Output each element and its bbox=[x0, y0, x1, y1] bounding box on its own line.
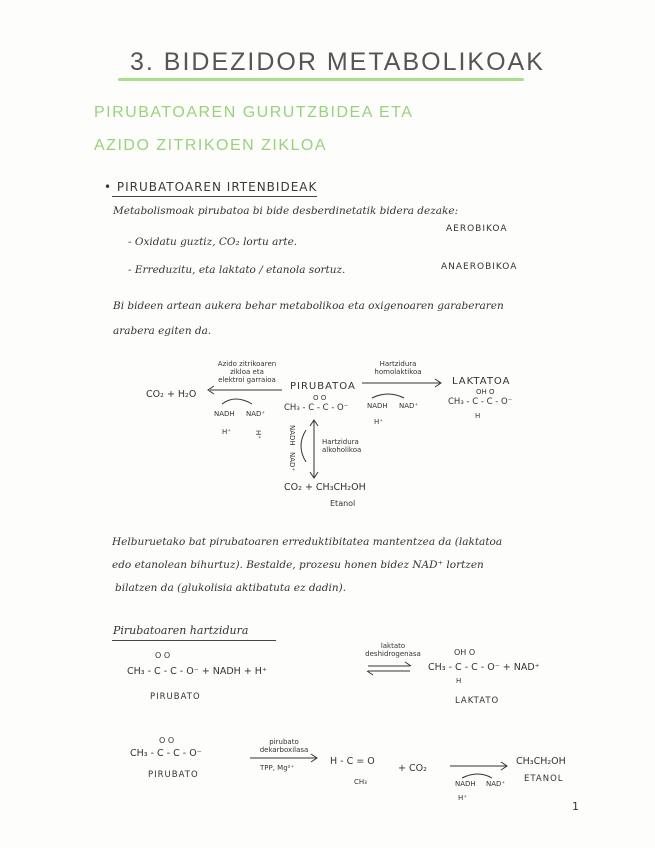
paragraph-line-1: Bi bideen artean aukera behar metabolikoa eta oxigenoaren garaberaren bbox=[113, 300, 504, 312]
reaction2-cofactor: TPP, Mg²⁺ bbox=[260, 764, 295, 772]
reaction2-product-label: ETANOL bbox=[524, 774, 564, 784]
intro-text: Metabolismoak pirubatoa bi bide desberdinetatik bidera dezake: bbox=[113, 205, 459, 217]
vertical-nadh: NADH bbox=[288, 425, 296, 446]
bullet-reduction: - Erreduzitu, eta laktato / etanola sortuz. bbox=[128, 264, 346, 276]
reaction1-right-label: LAKTATO bbox=[455, 696, 500, 706]
alcoholic-products: CO₂ + CH₃CH₂OH bbox=[284, 482, 366, 493]
h-right: H⁺ bbox=[374, 418, 383, 426]
reaction2-enzyme: pirubato dekarboxilasa bbox=[259, 738, 309, 754]
reaction2-co2: + CO₂ bbox=[398, 763, 427, 774]
reaction2-nad: NAD⁺ bbox=[486, 780, 506, 788]
adh-nadh-curve bbox=[462, 774, 492, 778]
nadh-right: NADH bbox=[367, 402, 388, 410]
page-title: 3. BIDEZIDOR METABOLIKOAK bbox=[130, 48, 545, 76]
heading-line-2: AZIDO ZITRIKOEN ZIKLOA bbox=[94, 137, 328, 154]
pirubatoa-formula: CH₃ - C - C - O⁻ bbox=[284, 403, 349, 413]
nad-left: NAD⁺ bbox=[246, 410, 266, 418]
co2-h2o-label: CO₂ + H₂O bbox=[146, 389, 197, 400]
paragraph-line-2: arabera egiten da. bbox=[113, 325, 212, 337]
reaction2-h: H⁺ bbox=[458, 794, 467, 802]
reaction1-left: CH₃ - C - C - O⁻ + NADH + H⁺ bbox=[127, 666, 267, 677]
tag-anaerobic: ANAEROBIKOA bbox=[441, 262, 518, 272]
reaction2-left-label: PIRUBATO bbox=[148, 770, 199, 780]
note-alcoholic: Hartzidura alkoholikoa bbox=[322, 438, 362, 454]
paragraph2-line-3: bilatzen da (glukolisia aktibatuta ez dadin). bbox=[115, 582, 347, 594]
reaction2-aldehyde: H - C = O bbox=[330, 756, 375, 767]
nadh-left: NADH bbox=[214, 410, 235, 418]
reaction2-oxygens: O O bbox=[159, 736, 175, 745]
reaction1-right: CH₃ - C - C - O⁻ + NAD⁺ bbox=[428, 662, 540, 673]
arrow-vertical-nadh-curve bbox=[301, 430, 306, 462]
heading-line-1: PIRUBATOAREN GURUTZBIDEA ETA bbox=[94, 104, 414, 121]
pirubatoa-oxygens: O O bbox=[313, 394, 327, 402]
section-title-hartzidura: Pirubatoaren hartzidura bbox=[113, 624, 249, 637]
reaction1-enzyme: laktato deshidrogenasa bbox=[365, 642, 421, 658]
tag-aerobic: AEROBIKOA bbox=[446, 224, 508, 234]
reaction2-product: CH₃CH₂OH bbox=[516, 756, 566, 767]
bullet-oxidation: - Oxidatu guztiz, CO₂ lortu arte. bbox=[128, 236, 298, 248]
reaction1-left-label: PIRUBATO bbox=[150, 692, 201, 702]
laktatoa-h: H bbox=[475, 412, 481, 420]
arrow-left-nadh-curve bbox=[222, 399, 252, 404]
vertical-h: H⁺ bbox=[254, 430, 262, 439]
reaction2-nadh: NADH bbox=[455, 780, 476, 788]
reaction1-right-h: H bbox=[456, 677, 462, 685]
laktatoa-label: LAKTATOA bbox=[452, 376, 511, 387]
laktatoa-formula: CH₃ - C - C - O⁻ bbox=[448, 397, 513, 407]
nad-right: NAD⁺ bbox=[399, 402, 419, 410]
paragraph2-line-1: Helburuetako bat pirubatoaren erreduktibitatea mantentzea da (laktatoa bbox=[112, 536, 503, 548]
arrow-right-nadh-curve bbox=[372, 394, 404, 398]
note-homolactic: Hartzidura homolaktikoa bbox=[374, 360, 422, 376]
vertical-nad: NAD⁺ bbox=[288, 452, 296, 472]
reaction1-right-top: OH O bbox=[454, 648, 476, 657]
note-citric-cycle: Azido zitrikoaren zikloa eta elektroi garraioa bbox=[217, 360, 277, 384]
etanol-label: Etanol bbox=[330, 499, 356, 508]
paragraph2-line-2: edo etanolean bihurtuz). Bestalde, prozesu honen bidez NAD⁺ lortzen bbox=[112, 559, 484, 571]
reaction1-oxygens: O O bbox=[155, 651, 171, 660]
section-title-irtenbideak: • PIRUBATOAREN IRTENBIDEAK bbox=[104, 180, 318, 194]
laktatoa-top: OH O bbox=[476, 388, 495, 396]
pirubatoa-label: PIRUBATOA bbox=[290, 381, 356, 392]
page-number: 1 bbox=[572, 800, 579, 813]
reaction2-ch3: CH₃ bbox=[354, 778, 367, 786]
reaction2-left: CH₃ - C - C - O⁻ bbox=[130, 748, 202, 759]
h-left: H⁺ bbox=[222, 428, 231, 436]
